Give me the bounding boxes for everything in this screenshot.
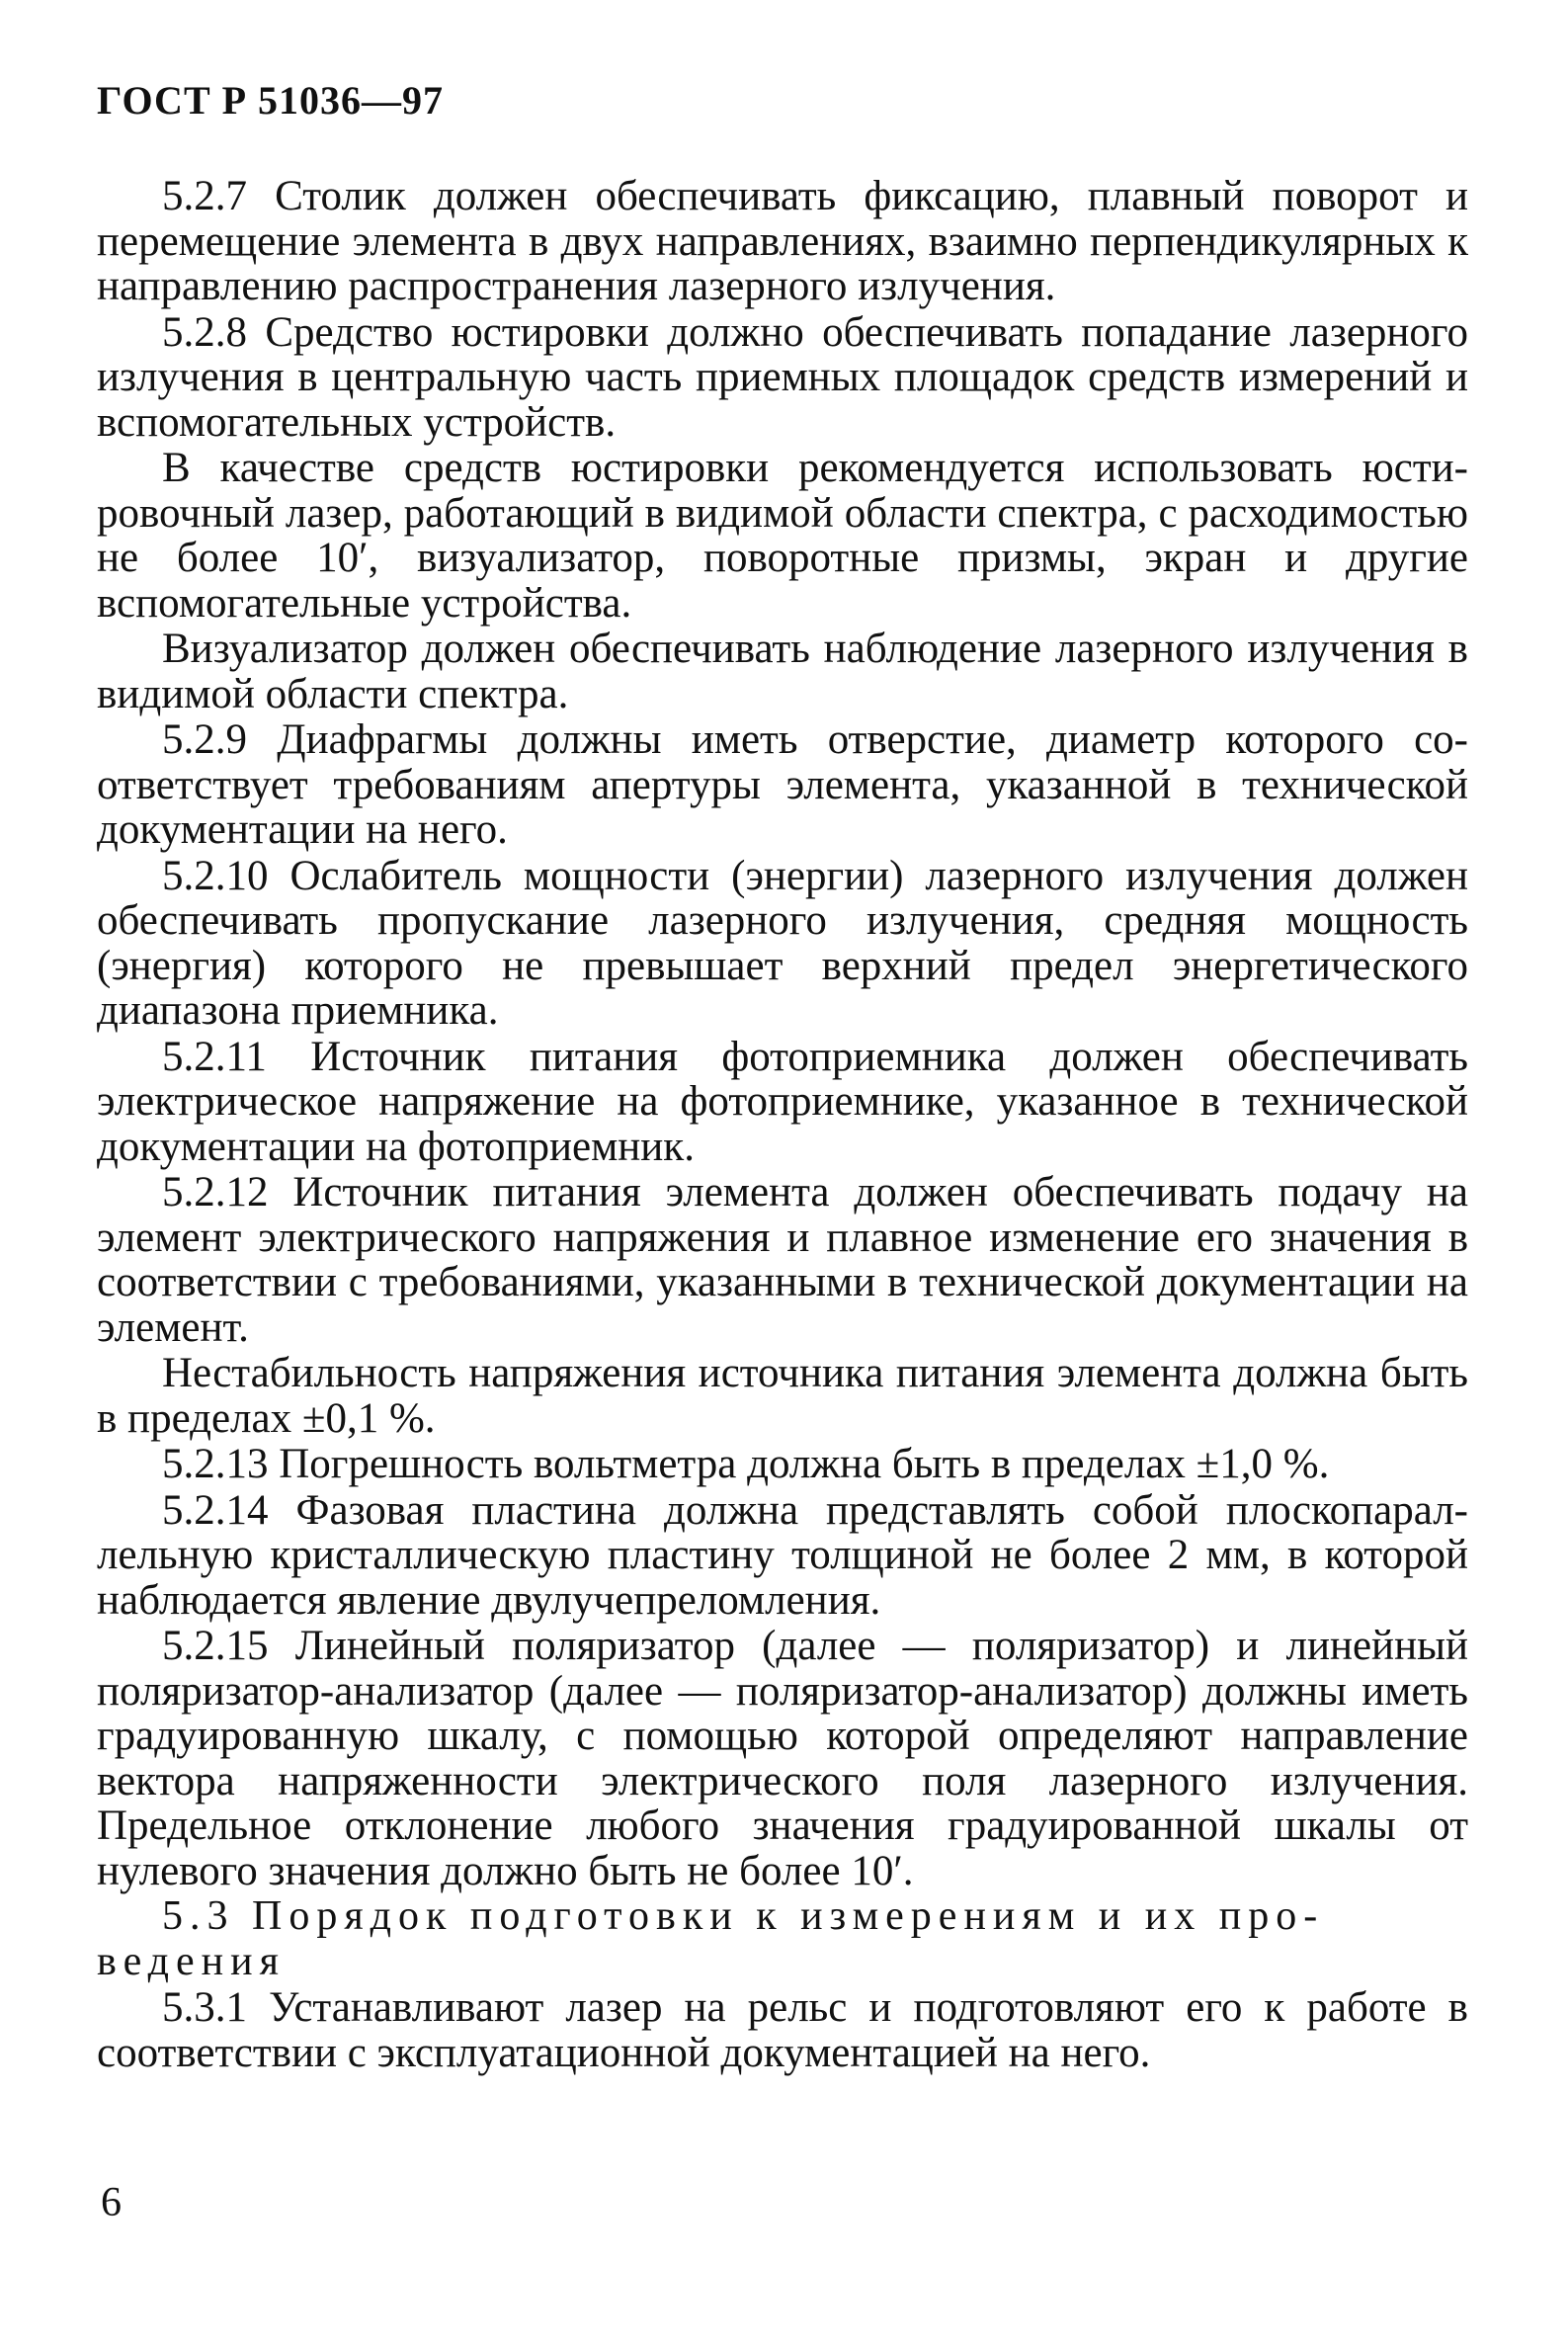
section-heading-5-3: 5.3 Порядок подготовки к измерениям и их проведения [97, 1893, 1318, 1984]
document-code-header: ГОСТ Р 51036—97 [97, 78, 445, 123]
paragraph-5-2-13: 5.2.13 Погрешность вольтметра должна быть в пределах ±1,0 %. [162, 1441, 1330, 1487]
paragraph-5-2-12: 5.2.12 Источник питания элемента должен обеспечивать подачу на элемент электрического напряжения и плавное изменение его значения в соответствии с требованиями, указанными в технической документации на элемент. [97, 1169, 1468, 1351]
paragraph-5-2-15: 5.2.15 Линейный поляризатор (далее — поляризатор) и линейный поляризатор-анализатор (далее — поляризатор-анализатор) должны иметь градуированную шкалу, с помощью которой определяют направление вектора напряженности электрического поля лазерного излучения. Предельное отклонение любого значения градуированной шкалы от нулевого значения должно быть не более 10′. [97, 1623, 1468, 1894]
paragraph-instability: Нестабильность напряжения источника питания элемента должна быть в пределах ±0,1 %. [97, 1350, 1468, 1442]
paragraph-5-2-11: 5.2.11 Источник питания фотоприемника должен обеспечивать электрическое напряжение на фотоприемнике, указанное в технической документации на фотоприемник. [97, 1033, 1468, 1170]
paragraph-5-2-9: 5.2.9 Диафрагмы должны иметь отверстие, диаметр которого соответствует требованиям апертуры элемента, указанной в технической документации на него. [97, 716, 1468, 853]
paragraph-5-2-7: 5.2.7 Столик должен обеспечивать фиксацию, плавный поворот и перемещение элемента в двух направлениях, взаимно перпендикулярных к направлению распространения лазерного излучения. [97, 173, 1468, 309]
paragraph-visualizer: Визуализатор должен обеспечивать наблюдение лазерного излучения в видимой области спектра. [97, 626, 1468, 717]
page-number: 6 [101, 2180, 122, 2225]
paragraph-alignment-means: В качестве средств юстировки рекомендуется использовать юстировочный лазер, работающий в видимой области спектра, с расходимостью не более 10′, визуализатор, поворотные призмы, экран и другие вспомогательные устройства. [97, 445, 1468, 627]
document-body [97, 174, 1468, 2076]
paragraph-5-2-14: 5.2.14 Фазовая пластина должна представлять собой плоскопараллельную кристаллическую пластину толщиной не более 2 мм, в которой наблюдается явление двулучепреломления. [97, 1486, 1468, 1624]
paragraph-5-2-8: 5.2.8 Средство юстировки должно обеспечивать попадание лазерного излучения в центральную часть приемных площадок средств измерений и вспомогательных устройств. [97, 308, 1468, 446]
paragraph-5-2-10: 5.2.10 Ослабитель мощности (энергии) лазерного излучения должен обеспечивать пропускание лазерного излучения, средняя мощность (энергия) которого не превышает верхний предел энергетического диапазона приемника. [97, 852, 1468, 1034]
paragraph-5-3-1: 5.3.1 Устанавливают лазер на рельс и подготовляют его к работе в соответствии с эксплуатационной документацией на него. [97, 1984, 1468, 2076]
